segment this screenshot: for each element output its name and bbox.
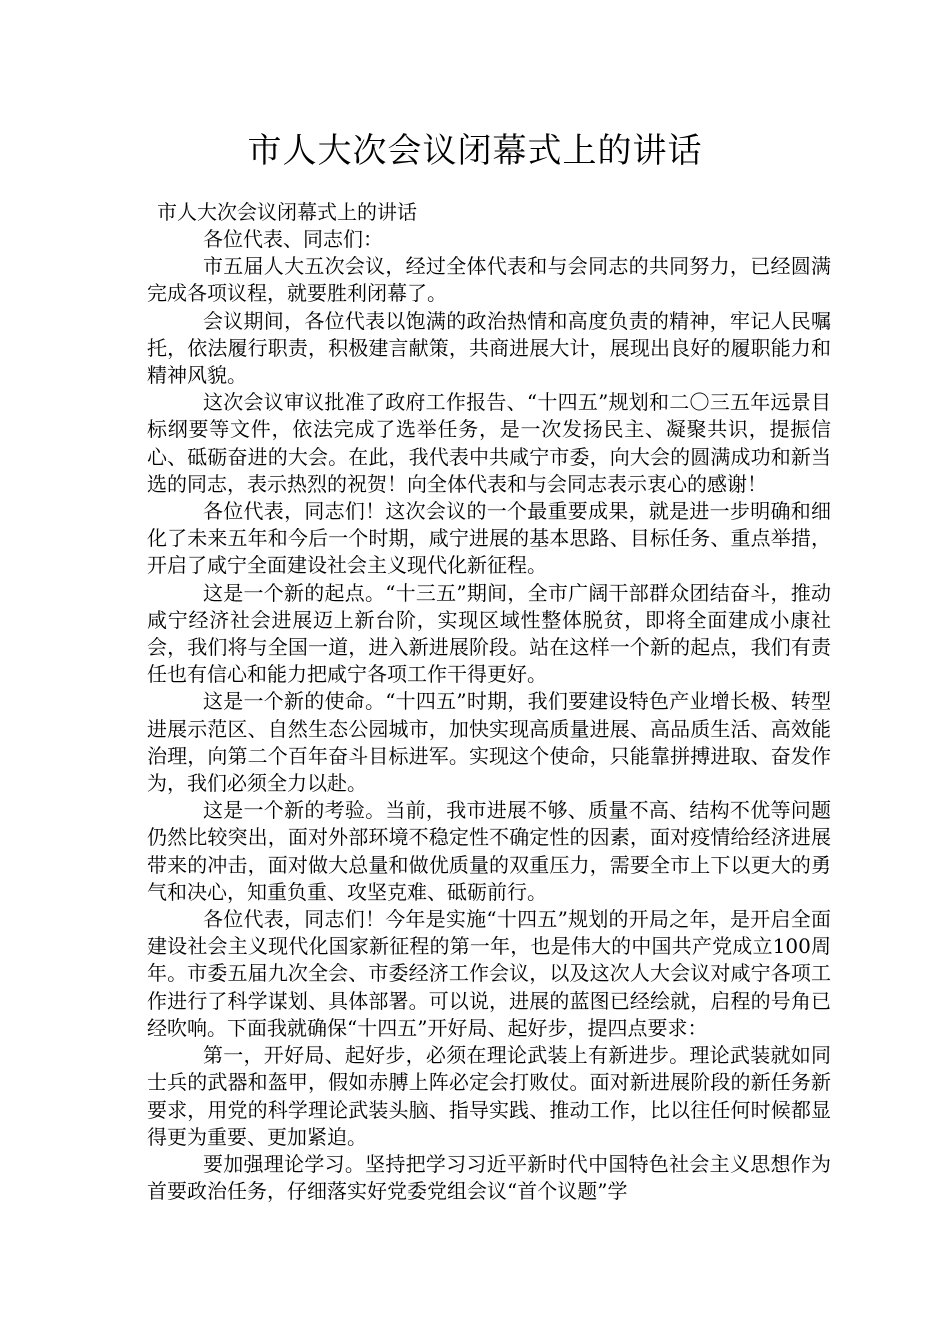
paragraph: 这是一个新的使命。“十四五”时期，我们要建设特色产业增长极、转型进展示范区、自然生态公园城市，加快实现高质量进展、高品质生活、高效能治理，向第二个百年奋斗目标进军。实现这个使命，只能靠拼搏进取、奋发作为，我们必须全力以赴。: [147, 689, 831, 796]
paragraph: 这是一个新的起点。“十三五”期间，全市广阔干部群众团结奋斗，推动咸宁经济社会进展迈上新台阶，实现区域性整体脱贫，即将全面建成小康社会，我们将与全国一道，进入新进展阶段。站在这样一个新的起点，我们有责任也有信心和能力把咸宁各项工作干得更好。: [147, 580, 831, 687]
document-title: 市人大次会议闭幕式上的讲话: [247, 131, 703, 171]
document-body: [147, 226, 831, 1205]
paragraph: 第一，开好局、起好步，必须在理论武装上有新进步。理论武装就如同士兵的武器和盔甲，假如赤膊上阵必定会打败仗。面对新进展阶段的新任务新要求，用党的科学理论武装头脑、指导实践、推动工作，比以往任何时候都显得更为重要、更加紧迫。: [147, 1043, 831, 1149]
paragraph: 各位代表，同志们！这次会议的一个最重要成果，就是进一步明确和细化了未来五年和今后一个时期，咸宁进展的基本思路、目标任务、重点举措，开启了咸宁全面建设社会主义现代化新征程。: [147, 499, 831, 578]
paragraph: 这是一个新的考验。当前，我市进展不够、质量不高、结构不优等问题仍然比较突出，面对外部环境不稳定性不确定性的因素，面对疫情给经济进展带来的冲击，面对做大总量和做优质量的双重压力，需要全市上下以更大的勇气和决心，知重负重、攻坚克难、砥砺前行。: [147, 798, 831, 904]
paragraph: 市五届人大五次会议，经过全体代表和与会同志的共同努力，已经圆满完成各项议程，就要胜利闭幕了。: [147, 254, 831, 306]
document-subtitle: 市人大次会议闭幕式上的讲话: [157, 200, 417, 224]
paragraph: 各位代表，同志们！今年是实施“十四五”规划的开局之年，是开启全面建设社会主义现代化国家新征程的第一年，也是伟大的中国共产党成立100周年。市委五届九次全会、市委经济工作会议，以及这次人大会议对咸宁各项工作进行了科学谋划、具体部署。可以说，进展的蓝图已经绘就，启程的号角已经吹响。下面我就确保“十四五”开好局、起好步，提四点要求：: [147, 907, 831, 1040]
paragraph: 这次会议审议批准了政府工作报告、“十四五”规划和二〇三五年远景目标纲要等文件，依法完成了选举任务，是一次发扬民主、凝聚共识，提振信心、砥砺奋进的大会。在此，我代表中共咸宁市委，向大会的圆满成功和新当选的同志，表示热烈的祝贺！向全体代表和与会同志表示衷心的感谢！: [147, 390, 831, 496]
paragraph: 会议期间，各位代表以饱满的政治热情和高度负责的精神，牢记人民嘱托，依法履行职责，积极建言献策，共商进展大计，展现出良好的履职能力和精神风貌。: [147, 308, 831, 388]
paragraph: 要加强理论学习。坚持把学习习近平新时代中国特色社会主义思想作为首要政治任务，仔细落实好党委党组会议“首个议题”学: [147, 1151, 831, 1204]
paragraph: 各位代表、同志们：: [203, 227, 383, 251]
